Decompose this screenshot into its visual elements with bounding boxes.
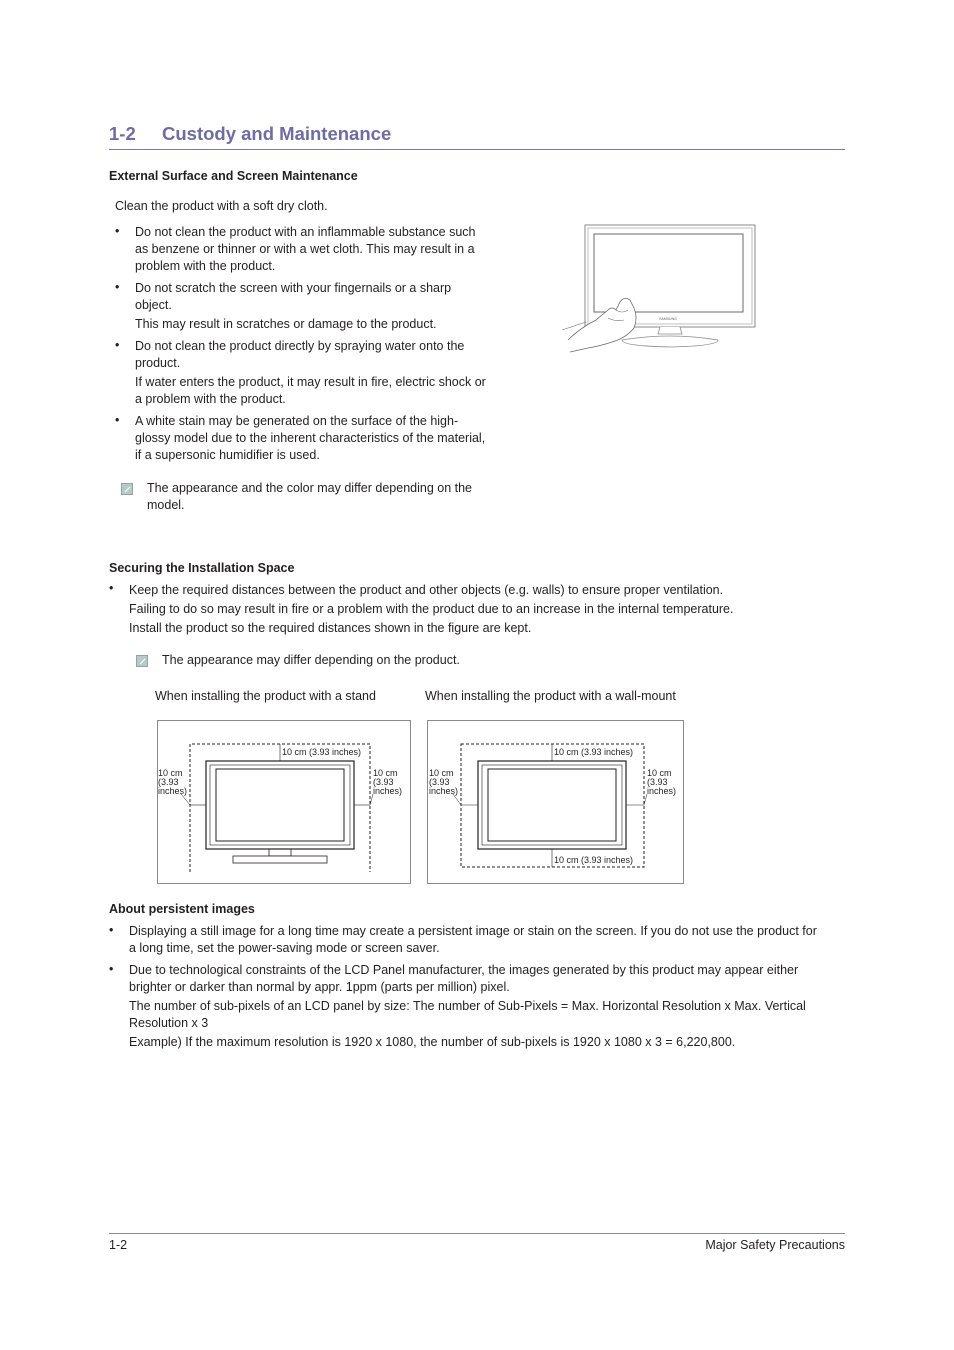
installation-note: The appearance may differ depending on the product. bbox=[162, 653, 460, 667]
external-intro: Clean the product with a soft dry cloth. bbox=[115, 199, 328, 213]
note-icon bbox=[136, 655, 148, 667]
external-note bbox=[147, 480, 472, 514]
bottom-clearance-label: 10 cm (3.93 inches) bbox=[554, 855, 634, 865]
list-item-line: This may result in scratches or damage to the product. bbox=[135, 317, 437, 331]
list-item-line: Displaying a still image for a long time may create a persistent image or stain on the screen. If you do not use the product for bbox=[129, 924, 817, 938]
bullet-mark: • bbox=[115, 338, 120, 352]
list-item-line: as benzene or thinner or with a wet cloth. This may result in a bbox=[135, 242, 475, 256]
persistent-heading: About persistent images bbox=[109, 902, 255, 916]
right-clearance-label: 10 cm (3.93 inches) bbox=[647, 768, 677, 796]
list-item bbox=[135, 338, 486, 408]
left-clearance-label: 10 cm (3.93 inches) bbox=[158, 768, 188, 796]
stand-clearance-diagram bbox=[157, 720, 411, 885]
bullet-mark: • bbox=[109, 581, 114, 595]
list-item-line: The number of sub-pixels of an LCD panel by size: The number of Sub-Pixels = Max. Horizontal Resolution x Max. Vertical bbox=[129, 999, 806, 1013]
list-item-line: a long time, set the power-saving mode or screen saver. bbox=[129, 941, 440, 955]
section-title: Custody and Maintenance bbox=[162, 123, 392, 144]
bullet-mark: • bbox=[115, 413, 120, 427]
external-heading: External Surface and Screen Maintenance bbox=[109, 169, 358, 183]
brand-logo: SAMSUNG bbox=[659, 317, 677, 321]
list-item bbox=[129, 581, 734, 638]
bullet-mark: • bbox=[109, 923, 114, 937]
footer-chapter: Major Safety Precautions bbox=[705, 1238, 845, 1252]
list-item-line: Do not clean the product directly by spraying water onto the bbox=[135, 339, 465, 353]
bullet-mark: • bbox=[115, 224, 120, 238]
list-item bbox=[135, 280, 451, 333]
list-item-line: a problem with the product. bbox=[135, 392, 286, 406]
wall-mount-clearance-diagram bbox=[427, 720, 684, 885]
section-header bbox=[109, 123, 845, 150]
list-item-line: Do not scratch the screen with your fingernails or a sharp bbox=[135, 281, 452, 295]
list-item-line: problem with the product. bbox=[135, 259, 276, 273]
list-item bbox=[135, 224, 475, 275]
stand-caption: When installing the product with a stand bbox=[155, 689, 376, 703]
footer-rule bbox=[109, 1233, 845, 1234]
list-item-line: glossy model due to the inherent characteristics of the material, bbox=[135, 431, 486, 445]
left-clearance-label: 10 cm (3.93 inches) bbox=[429, 768, 459, 796]
note-line: The appearance and the color may differ depending on the bbox=[147, 481, 472, 495]
list-item-line: Resolution x 3 bbox=[129, 1016, 209, 1030]
note-line: model. bbox=[147, 498, 185, 512]
list-item-line: if a supersonic humidifier is used. bbox=[135, 448, 320, 462]
list-item-line: product. bbox=[135, 356, 181, 370]
list-item-line: Due to technological constraints of the LCD Panel manufacturer, the images generated by this product may appear either bbox=[129, 963, 799, 977]
right-clearance-label: 10 cm (3.93 inches) bbox=[373, 768, 403, 796]
bullet-mark: • bbox=[115, 280, 120, 294]
list-item-line: Install the product so the required distances shown in the figure are kept. bbox=[129, 621, 532, 635]
list-item-line: Example) If the maximum resolution is 1920 x 1080, the number of sub-pixels is 1920 x 1080 x 3 = 6,220,800. bbox=[129, 1035, 736, 1049]
wall-caption: When installing the product with a wall-mount bbox=[425, 689, 676, 703]
list-item-line: A white stain may be generated on the surface of the high- bbox=[135, 414, 459, 428]
section-number: 1-2 bbox=[109, 123, 136, 144]
list-item-line: Keep the required distances between the product and other objects (e.g. walls) to ensure proper ventilation. bbox=[129, 583, 724, 597]
list-item-line: Failing to do so may result in fire or a problem with the product due to an increase in the internal temperature. bbox=[129, 602, 734, 616]
list-item bbox=[129, 923, 817, 957]
bullet-mark: • bbox=[109, 962, 114, 976]
note-icon bbox=[121, 483, 133, 495]
list-item-line: Do not clean the product with an inflammable substance such bbox=[135, 225, 476, 239]
top-clearance-label: 10 cm (3.93 inches) bbox=[554, 747, 634, 757]
list-item-line: object. bbox=[135, 298, 172, 312]
list-item bbox=[135, 413, 485, 464]
list-item bbox=[129, 962, 806, 1051]
list-item-line: brighter or darker than normal by appr. 1ppm (parts per million) pixel. bbox=[129, 980, 510, 994]
cleaning-illustration bbox=[560, 222, 760, 357]
list-item-line: If water enters the product, it may result in fire, electric shock or bbox=[135, 375, 486, 389]
top-clearance-label: 10 cm (3.93 inches) bbox=[282, 747, 362, 757]
installation-heading: Securing the Installation Space bbox=[109, 561, 295, 575]
footer-page-number: 1-2 bbox=[109, 1238, 128, 1252]
